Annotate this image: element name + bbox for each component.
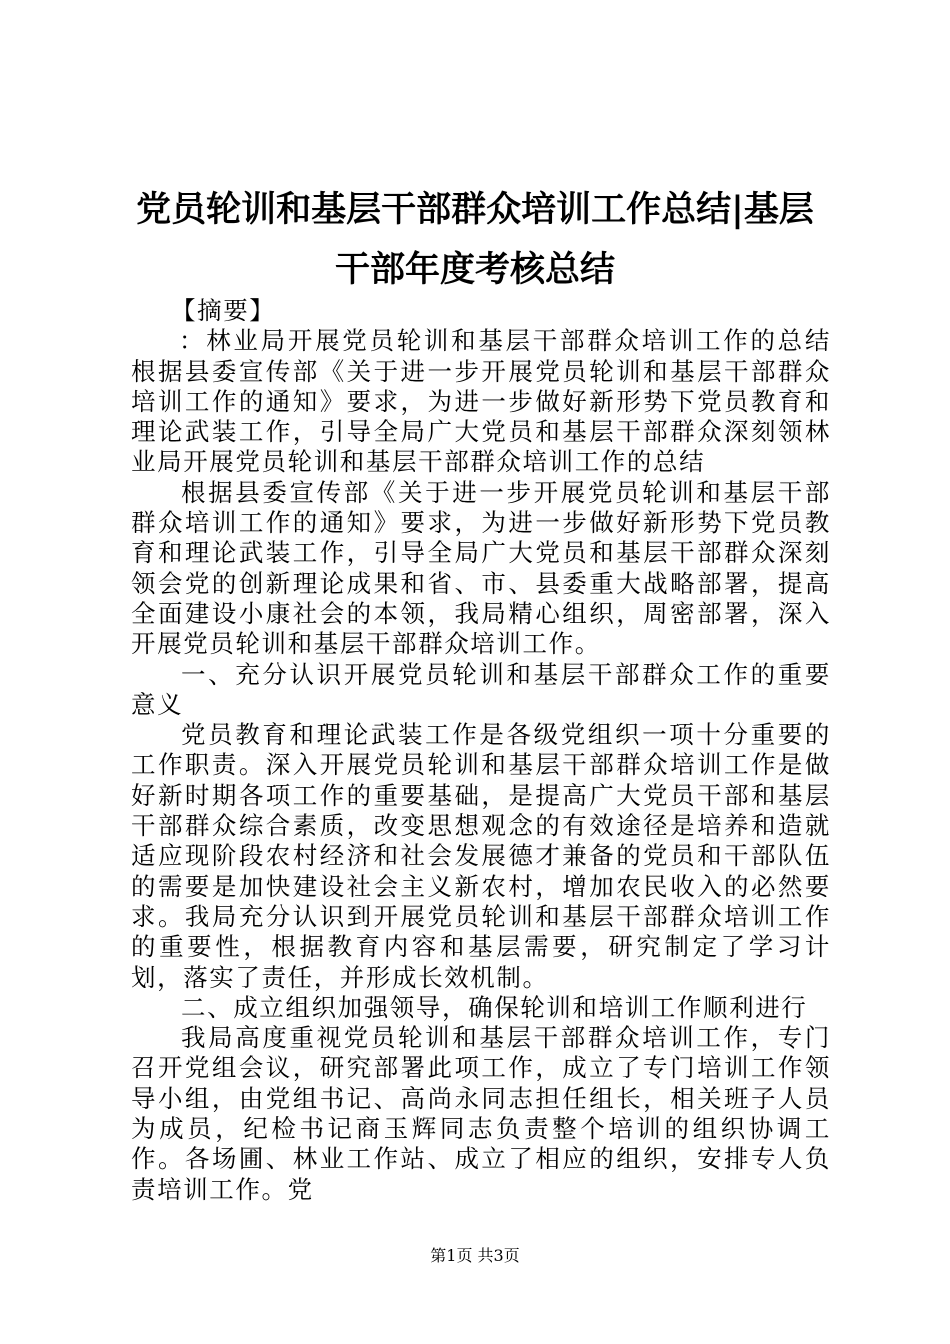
paragraph-2: 党员教育和理论武装工作是各级党组织一项十分重要的工作职责。深入开展党员轮训和基层干部群众培训工作是做好新时期各项工作的重要基础，是提高广大党员干部和基层干部群众综合素质，改变思想观念的有效途径是培养和造就适应现阶段农村经济和社会发展德才兼备的党员和干部队伍的需要是加快建设社会主义新农村，增加农民收入的必然要求。我局充分认识到开展党员轮训和基层干部群众培训工作的重要性，根据教育内容和基层需要，研究制定了学习计划，落实了责任，并形成长效机制。 bbox=[131, 720, 831, 992]
paragraph-1: 根据县委宣传部《关于进一步开展党员轮训和基层干部群众培训工作的通知》要求，为进一步做好新形势下党员教育和理论武装工作，引导全局广大党员和基层干部群众深刻领会党的创新理论成果和省、市、县委重大战略部署，提高全面建设小康社会的本领，我局精心组织，周密部署，深入开展党员轮训和基层干部群众培训工作。 bbox=[131, 477, 831, 659]
title-line-1: 党员轮训和基层干部群众培训工作总结|基层 bbox=[136, 189, 814, 230]
abstract-label: 【摘要】 bbox=[171, 296, 276, 325]
title-line-2: 干部年度考核总结 bbox=[334, 249, 615, 290]
page-footer: 第1页 共3页 bbox=[430, 1246, 520, 1265]
abstract-text: ：林业局开展党员轮训和基层干部群众培训工作的总结根据县委宣传部《关于进一步开展党员轮训和基层干部群众培训工作的通知》要求，为进一步做好新形势下党员教育和理论武装工作，引导全局广大党员和基层干部群众深刻领林业局开展党员轮训和基层干部群众培训工作的总结 bbox=[131, 326, 831, 477]
section-heading-2: 二、成立组织加强领导，确保轮训和培训工作顺利进行 bbox=[181, 992, 808, 1022]
document-title bbox=[120, 180, 830, 300]
section-heading-1: 一、充分认识开展党员轮训和基层干部群众工作的重要意义 bbox=[131, 659, 831, 719]
document-body bbox=[131, 296, 831, 1205]
paragraph-3: 我局高度重视党员轮训和基层干部群众培训工作，专门召开党组会议，研究部署此项工作，成立了专门培训工作领导小组，由党组书记、高尚永同志担任组长，相关班子人员为成员，纪检书记商玉辉同志负责整个培训的组织协调工作。各场圃、林业工作站、成立了相应的组织，安排专人负责培训工作。党 bbox=[131, 1023, 831, 1204]
